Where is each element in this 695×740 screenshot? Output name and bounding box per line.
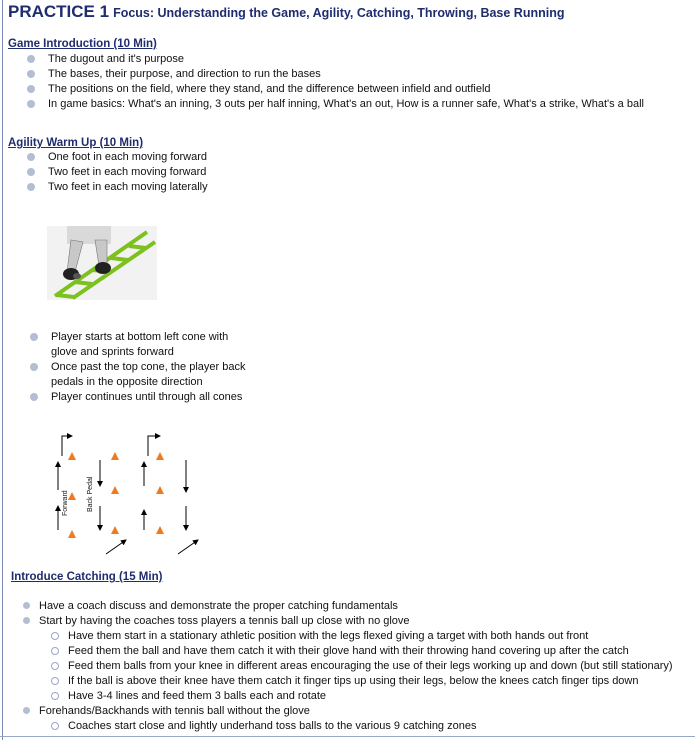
- agility-list: [27, 150, 208, 195]
- sub-bullet-icon: [51, 662, 59, 670]
- list-item-continuation: pedals in the opposite direction: [51, 376, 203, 388]
- list-item: In game basics: What's an inning, 3 outs per half inning, What's an out, How is a runner safe, What's a strike, What's a ball: [27, 97, 644, 112]
- bullet-icon: [23, 602, 30, 609]
- sub-list-item: Have 3-4 lines and feed them 3 balls each and rotate: [23, 689, 673, 704]
- list-item: Player continues until through all cones: [30, 390, 245, 405]
- practice-number: PRACTICE 1: [8, 2, 110, 21]
- sub-list-item: Feed them the ball and have them catch it with their glove hand with their throwing hand covering up after the catch: [23, 644, 673, 659]
- bullet-icon: [27, 85, 35, 93]
- sub-bullet-icon: [51, 692, 59, 700]
- game-intro-list: [27, 52, 644, 112]
- catching-heading: Introduce Catching (15 Min): [11, 571, 163, 583]
- cone-drill-diagram: [50, 430, 210, 558]
- movement-arrows: [58, 436, 198, 554]
- sub-bullet-icon: [51, 632, 59, 640]
- page-bottom-border: [0, 736, 695, 737]
- sub-bullet-icon: [51, 677, 59, 685]
- bullet-icon: [27, 168, 35, 176]
- list-item: Player starts at bottom left cone with: [30, 330, 245, 345]
- sub-bullet-icon: [51, 722, 59, 730]
- sub-list-item: If the ball is above their knee have them catch it finger tips up using their legs, below the knees catch finger tips down: [23, 674, 673, 689]
- bullet-icon: [27, 100, 35, 108]
- bullet-icon: [27, 153, 35, 161]
- list-item: The positions on the field, where they stand, and the difference between infield and outfield: [27, 82, 644, 97]
- bullet-icon: [30, 363, 38, 371]
- bullet-icon: [30, 333, 38, 341]
- list-item: One foot in each moving forward: [27, 150, 208, 165]
- drill-description-list: [30, 330, 245, 405]
- page-border: [2, 0, 3, 740]
- sub-bullet-icon: [51, 647, 59, 655]
- list-item-continuation: glove and sprints forward: [51, 346, 174, 358]
- list-item: Two feet in each moving forward: [27, 165, 208, 180]
- bullet-icon: [30, 393, 38, 401]
- bullet-icon: [27, 183, 35, 191]
- page-title: [8, 2, 565, 22]
- list-item: Once past the top cone, the player back: [30, 360, 245, 375]
- list-item: Have a coach discuss and demonstrate the proper catching fundamentals: [23, 599, 673, 614]
- list-item: Forehands/Backhands with tennis ball without the glove: [23, 704, 673, 719]
- catching-list: [23, 599, 673, 734]
- bullet-icon: [23, 707, 30, 714]
- list-item: Two feet in each moving laterally: [27, 180, 208, 195]
- list-item: The bases, their purpose, and direction to run the bases: [27, 67, 644, 82]
- list-item: The dugout and it's purpose: [27, 52, 644, 67]
- agility-ladder-image: [47, 226, 157, 300]
- game-intro-heading: Game Introduction (10 Min): [8, 38, 157, 50]
- forward-label: Forward: [62, 490, 69, 516]
- sub-list-item: Coaches start close and lightly underhand toss balls to the various 9 catching zones: [23, 719, 673, 734]
- back-pedal-label: Back Pedal: [87, 476, 94, 512]
- sub-list-item: Have them start in a stationary athletic position with the legs flexed giving a target with both hands out front: [23, 629, 673, 644]
- list-item: Start by having the coaches toss players a tennis ball up close with no glove: [23, 614, 673, 629]
- practice-focus: Focus: Understanding the Game, Agility, Catching, Throwing, Base Running: [113, 6, 565, 20]
- cone-icons: [68, 452, 164, 538]
- bullet-icon: [27, 70, 35, 78]
- sub-list-item: Feed them balls from your knee in different areas encouraging the use of their legs working up and down (but still stationary): [23, 659, 673, 674]
- bullet-icon: [27, 55, 35, 63]
- bullet-icon: [23, 617, 30, 624]
- agility-heading: Agility Warm Up (10 Min): [8, 137, 144, 149]
